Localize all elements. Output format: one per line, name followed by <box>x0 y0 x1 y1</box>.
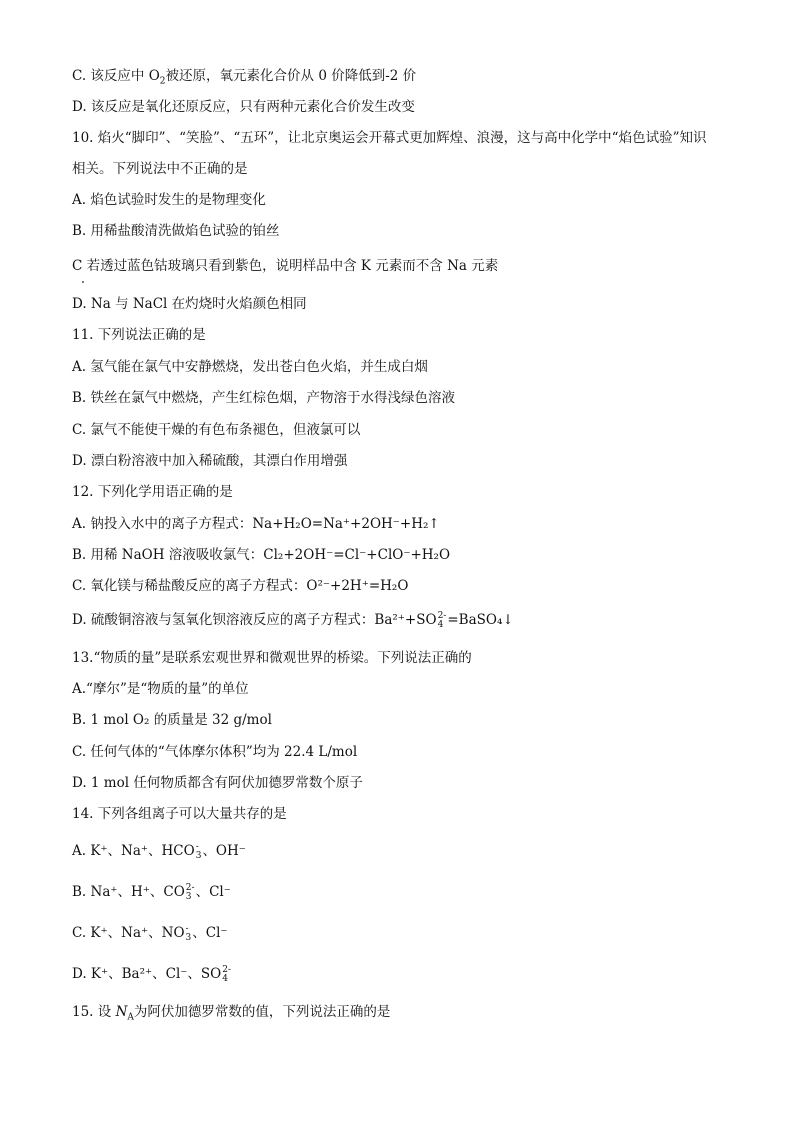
q12-stem: 12. 下列化学用语正确的是 <box>72 484 233 500</box>
q12-option-a: A. 钠投入水中的离子方程式：Na+H₂O=Na⁺+2OH⁻+H₂↑ <box>72 516 440 532</box>
q11-option-d: D. 漂白粉溶液中加入稀硫酸，其漂白作用增强 <box>72 453 348 469</box>
q13-option-a: A.“摩尔”是“物质的量”的单位 <box>72 681 249 697</box>
q10-stem-line-2: 相关。下列说法中不正确的是 <box>72 161 248 177</box>
q14-option-d: D. K⁺、Ba²⁺、Cl⁻、SO 2- 4 <box>72 964 232 984</box>
q11-stem: 11. 下列说法正确的是 <box>72 327 206 343</box>
q10-stem-line-1: 10. 焰火“脚印”、“笑脸”、“五环”，让北京奥运会开幕式更加辉煌、浪漫，这与高中化学中“焰色试验”知识 <box>72 130 707 146</box>
q9-option-d: D. 该反应是氧化还原反应，只有两种元素化合价发生改变 <box>72 99 415 115</box>
q12-option-d: D. 硫酸铜溶液与氢氧化钡溶液反应的离子方程式：Ba²⁺+SO 2- 4 =BaSO₄↓ <box>72 610 514 630</box>
q14-option-a: A. K⁺、Na⁺、HCO - 3 、OH⁻ <box>72 841 246 861</box>
q11-option-b: B. 铁丝在氯气中燃烧，产生红棕色烟，产物溶于水得浅绿色溶液 <box>72 390 456 406</box>
q13-stem: 13.“物质的量”是联系宏观世界和微观世界的桥梁。下列说法正确的 <box>72 650 472 666</box>
nitrate-charge-stack: - 3 <box>185 923 192 943</box>
q12-option-c: C. 氧化镁与稀盐酸反应的离子方程式：O²⁻+2H⁺=H₂O <box>72 578 409 594</box>
sulfate-charge-stack-2: 2- 4 <box>222 964 232 984</box>
carbonate-charge-stack: 2- 3 <box>185 882 195 902</box>
stray-dot-mark <box>82 281 84 283</box>
q11-option-c: C. 氯气不能使干燥的有色布条褪色，但液氯可以 <box>72 422 361 438</box>
q13-option-b: B. 1 mol O₂ 的质量是 32 g/mol <box>72 712 272 728</box>
q15-stem: 15. 设 $N_A$为阿伏加德罗常数的值，下列说法正确的是 <box>72 1004 391 1023</box>
q10-option-b: B. 用稀盐酸清洗做焰色试验的铂丝 <box>72 223 280 239</box>
q10-option-a: A. 焰色试验时发生的是物理变化 <box>72 192 266 208</box>
q14-option-b: B. Na⁺、H⁺、CO 2- 3 、Cl⁻ <box>72 882 231 902</box>
q11-option-a: A. 氢气能在氯气中安静燃烧，发出苍白色火焰，并生成白烟 <box>72 359 428 375</box>
q10-option-d: D. Na 与 NaCl 在灼烧时火焰颜色相同 <box>72 296 307 312</box>
q10-option-c: C 若透过蓝色钴玻璃只看到紫色，说明样品中含 K 元素而不含 Na 元素 <box>72 258 499 274</box>
q13-option-c: C. 任何气体的“气体摩尔体积”均为 22.4 L/mol <box>72 744 358 760</box>
q14-stem: 14. 下列各组离子可以大量共存的是 <box>72 806 287 822</box>
q9-option-c: C. 该反应中 $O_2$被还原，氧元素化合价从 0 价降低到-2 价 <box>72 68 417 87</box>
q14-option-c: C. K⁺、Na⁺、NO - 3 、Cl⁻ <box>72 923 228 943</box>
sulfate-charge-stack: 2- 4 <box>437 610 447 630</box>
q13-option-d: D. 1 mol 任何物质都含有阿伏加德罗常数个原子 <box>72 775 363 791</box>
bicarbonate-charge-stack: - 3 <box>195 841 202 861</box>
q12-option-b: B. 用稀 NaOH 溶液吸收氯气：Cl₂+2OH⁻=Cl⁻+ClO⁻+H₂O <box>72 547 451 563</box>
